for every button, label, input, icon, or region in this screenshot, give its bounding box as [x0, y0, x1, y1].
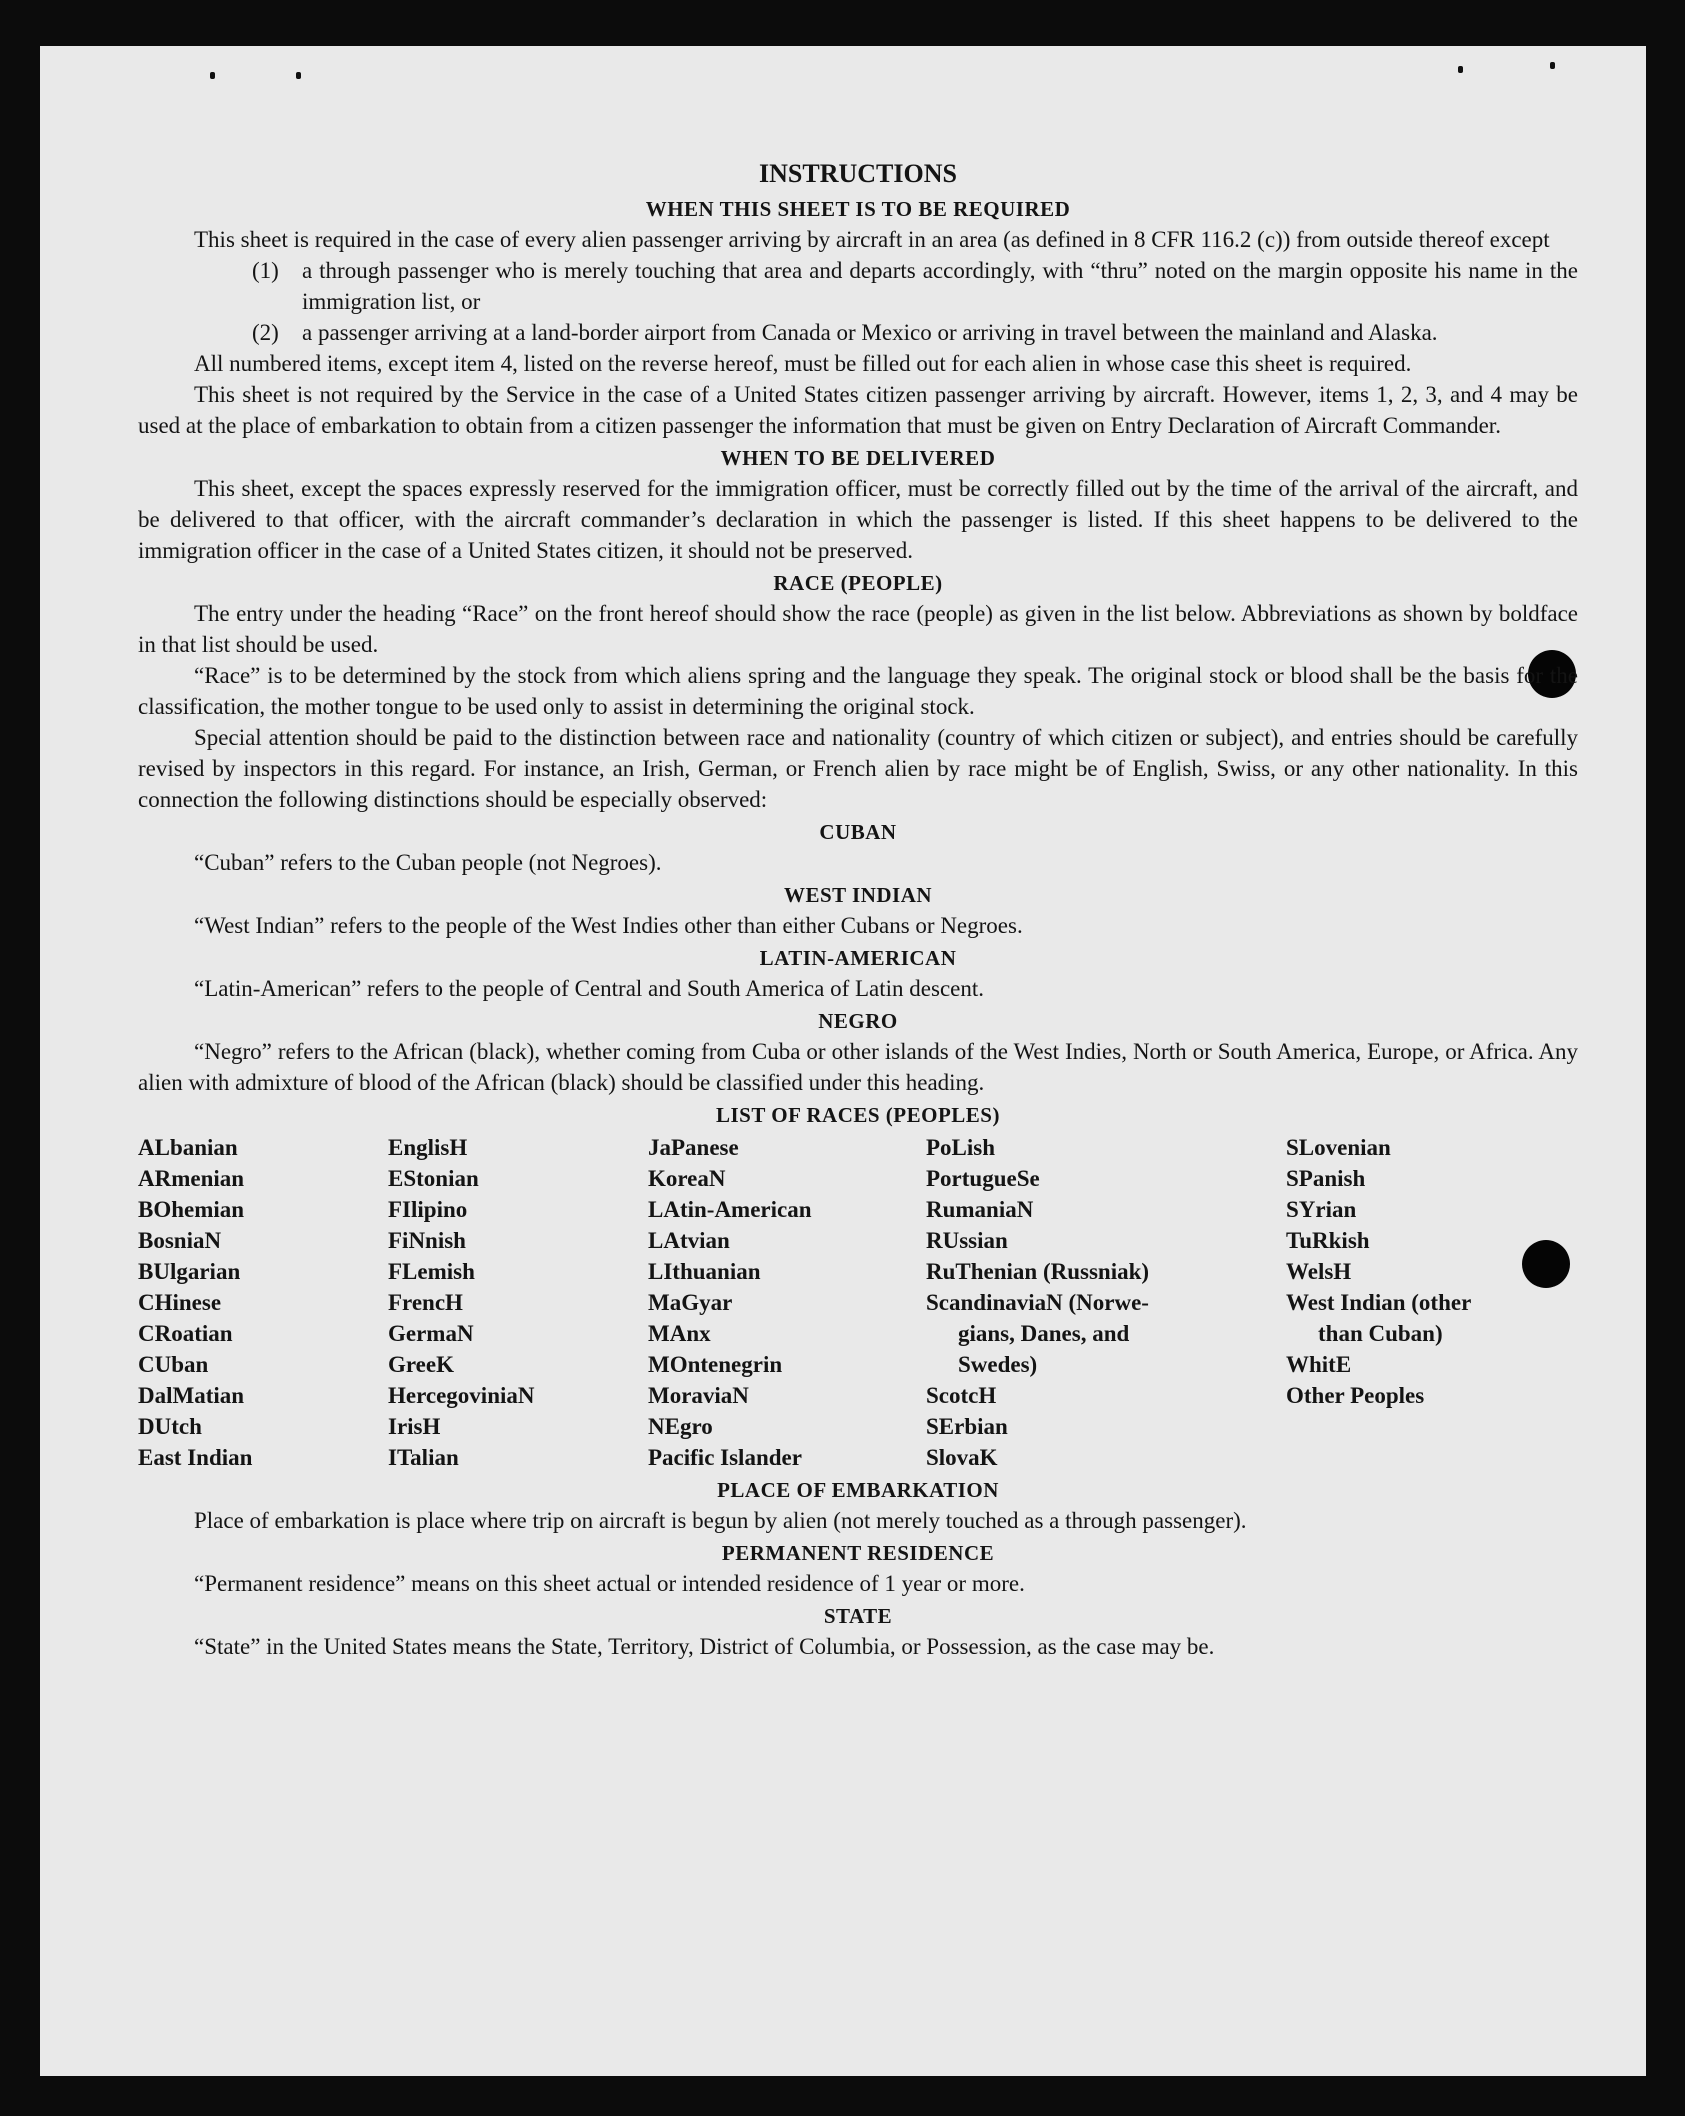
- race-entry: SPanish: [1286, 1166, 1366, 1191]
- exception-number: (1): [252, 258, 279, 283]
- race-entry: FIlipino: [388, 1197, 468, 1222]
- paragraph-latin-american: “Latin-American” refers to the people of Central and South America of Latin descent.: [194, 976, 984, 1001]
- exception-text: a passenger arriving at a land-border airport from Canada or Mexico or arriving in travel between the mainland and Alaska.: [302, 320, 1438, 345]
- race-entry: BOhemian: [138, 1197, 245, 1222]
- race-column: [648, 1132, 926, 1473]
- paragraph-embarkation: Place of embarkation is place where trip on aircraft is begun by alien (not merely touched as a through passenger).: [194, 1508, 1247, 1533]
- race-entry: TuRkish: [1286, 1228, 1370, 1253]
- ink-speck: [210, 72, 215, 79]
- race-entry: Other Peoples: [1286, 1383, 1425, 1408]
- race-entry: FrencH: [388, 1290, 463, 1315]
- race-entry: WhitE: [1286, 1352, 1352, 1377]
- race-entry: West Indian (other: [1286, 1290, 1472, 1315]
- race-entry: SErbian: [926, 1414, 1008, 1439]
- exception-text: a through passenger who is merely touching that area and departs accordingly, with “thru” noted on the margin opposite his name in the immigration list, or: [302, 258, 1578, 314]
- race-entry: RUssian: [926, 1228, 1008, 1253]
- race-entry: ScotcH: [926, 1383, 997, 1408]
- race-entry: CHinese: [138, 1290, 222, 1315]
- race-entry: CUban: [138, 1352, 209, 1377]
- exception-item-2: [138, 317, 1578, 348]
- race-entry: DUtch: [138, 1414, 202, 1439]
- race-entry: RuThenian (Russniak): [926, 1259, 1150, 1284]
- race-entry: MAnx: [648, 1321, 711, 1346]
- heading-cuban: CUBAN: [819, 820, 897, 844]
- paragraph-cuban: “Cuban” refers to the Cuban people (not Negroes).: [194, 850, 662, 875]
- race-entry: LAtin-American: [648, 1197, 812, 1222]
- paragraph-required-intro: This sheet is required in the case of every alien passenger arriving by aircraft in an area (as defined in 8 CFR 116.2 (c)) from outside thereof except: [194, 227, 1550, 252]
- race-entry: FiNnish: [388, 1228, 466, 1253]
- race-entry: LIthuanian: [648, 1259, 761, 1284]
- heading-permanent-residence: PERMANENT RESIDENCE: [721, 1541, 995, 1565]
- race-entry: PortugueSe: [926, 1166, 1040, 1191]
- document-body: [138, 156, 1578, 1662]
- race-entry: BUlgarian: [138, 1259, 241, 1284]
- race-entry: JaPanese: [648, 1135, 739, 1160]
- ink-speck: [296, 72, 301, 79]
- race-entry: MOntenegrin: [648, 1352, 783, 1377]
- paragraph-west-indian: “West Indian” refers to the people of the West Indies other than either Cubans or Negroes.: [194, 913, 1023, 938]
- race-column: [388, 1132, 648, 1473]
- ink-speck: [1458, 66, 1463, 73]
- heading-when-required: WHEN THIS SHEET IS TO BE REQUIRED: [645, 197, 1071, 221]
- paragraph-race-1: The entry under the heading “Race” on the front hereof should show the race (people) as given in the list below. Abbreviations as shown by boldface in that list should be used.: [138, 601, 1578, 657]
- race-entry: BosniaN: [138, 1228, 222, 1253]
- heading-latin-american: LATIN-AMERICAN: [759, 946, 957, 970]
- race-entry: GreeK: [388, 1352, 454, 1377]
- race-entry: NEgro: [648, 1414, 713, 1439]
- race-entry: DalMatian: [138, 1383, 245, 1408]
- race-column: [138, 1132, 388, 1473]
- heading-west-indian: WEST INDIAN: [783, 883, 933, 907]
- page-title: INSTRUCTIONS: [759, 159, 957, 188]
- race-entry: KoreaN: [648, 1166, 726, 1191]
- paragraph-numbered-items: All numbered items, except item 4, listed on the reverse hereof, must be filled out for each alien in whose case this sheet is required.: [194, 351, 1412, 376]
- heading-race: RACE (PEOPLE): [773, 571, 943, 595]
- race-entry: East Indian: [138, 1445, 253, 1470]
- race-entry: EnglisH: [388, 1135, 468, 1160]
- race-entry: ITalian: [388, 1445, 459, 1470]
- race-entry: LAtvian: [648, 1228, 730, 1253]
- document-page: [40, 46, 1646, 2076]
- paragraph-state: “State” in the United States means the State, Territory, District of Columbia, or Possession, as the case may be.: [194, 1634, 1215, 1659]
- race-list: [138, 1132, 1578, 1473]
- race-entry: IrisH: [388, 1414, 441, 1439]
- race-entry: ARmenian: [138, 1166, 245, 1191]
- race-entry: FLemish: [388, 1259, 475, 1284]
- race-column: [1286, 1132, 1576, 1473]
- race-entry: gians, Danes, and: [958, 1321, 1130, 1346]
- paragraph-race-2: “Race” is to be determined by the stock from which aliens spring and the language they speak. The original stock or blood shall be the basis for the classification, the mother tongue to be used only to assist in determining the original stock.: [138, 663, 1578, 719]
- race-entry: SlovaK: [926, 1445, 998, 1470]
- race-entry: MoraviaN: [648, 1383, 749, 1408]
- race-entry: EStonian: [388, 1166, 479, 1191]
- heading-state: STATE: [823, 1604, 893, 1628]
- paragraph-residence: “Permanent residence” means on this sheet actual or intended residence of 1 year or more.: [194, 1571, 1025, 1596]
- exception-number: (2): [252, 320, 279, 345]
- paragraph-negro: “Negro” refers to the African (black), whether coming from Cuba or other islands of the West Indies, North or South America, Europe, or Africa. Any alien with admixture of blood of the African (black) should be classified under this heading.: [138, 1039, 1578, 1095]
- race-entry: ALbanian: [138, 1135, 238, 1160]
- race-entry: than Cuban): [1318, 1321, 1443, 1346]
- race-entry: Swedes): [958, 1352, 1038, 1377]
- race-entry: ScandinaviaN (Norwe-: [926, 1290, 1149, 1315]
- ink-speck: [1550, 62, 1555, 69]
- race-entry: Pacific Islander: [648, 1445, 802, 1470]
- race-entry: WelsH: [1286, 1259, 1352, 1284]
- race-entry: MaGyar: [648, 1290, 733, 1315]
- race-entry: SYrian: [1286, 1197, 1357, 1222]
- heading-when-delivered: WHEN TO BE DELIVERED: [720, 446, 996, 470]
- heading-list-of-races: LIST OF RACES (PEOPLES): [716, 1103, 1000, 1127]
- race-column: [926, 1132, 1286, 1473]
- heading-place-of-embarkation: PLACE OF EMBARKATION: [717, 1478, 999, 1502]
- paragraph-race-3: Special attention should be paid to the distinction between race and nationality (country of which citizen or subject), and entries should be carefully revised by inspectors in this regard. For instance, an Irish, German, or French alien by race might be of English, Swiss, or any other nationality. In this connection the following distinctions should be especially observed:: [138, 725, 1578, 812]
- race-entry: SLovenian: [1286, 1135, 1391, 1160]
- race-entry: HercegoviniaN: [388, 1383, 535, 1408]
- paragraph-delivered: This sheet, except the spaces expressly reserved for the immigration officer, must be correctly filled out by the time of the arrival of the aircraft, and be delivered to that officer, with the aircraft commander’s declaration in which the passenger is listed. If this sheet happens to be delivered to the immigration officer in the case of a United States citizen, it should not be preserved.: [138, 476, 1578, 563]
- race-entry: GermaN: [388, 1321, 474, 1346]
- race-entry: RumaniaN: [926, 1197, 1034, 1222]
- race-entry: CRoatian: [138, 1321, 233, 1346]
- exception-item-1: [138, 255, 1578, 317]
- heading-negro: NEGRO: [818, 1009, 898, 1033]
- race-entry: PoLish: [926, 1135, 996, 1160]
- paragraph-citizen: This sheet is not required by the Service in the case of a United States citizen passenger arriving by aircraft. However, items 1, 2, 3, and 4 may be used at the place of embarkation to obtain from a citizen passenger the information that must be given on Entry Declaration of Aircraft Commander.: [138, 382, 1578, 438]
